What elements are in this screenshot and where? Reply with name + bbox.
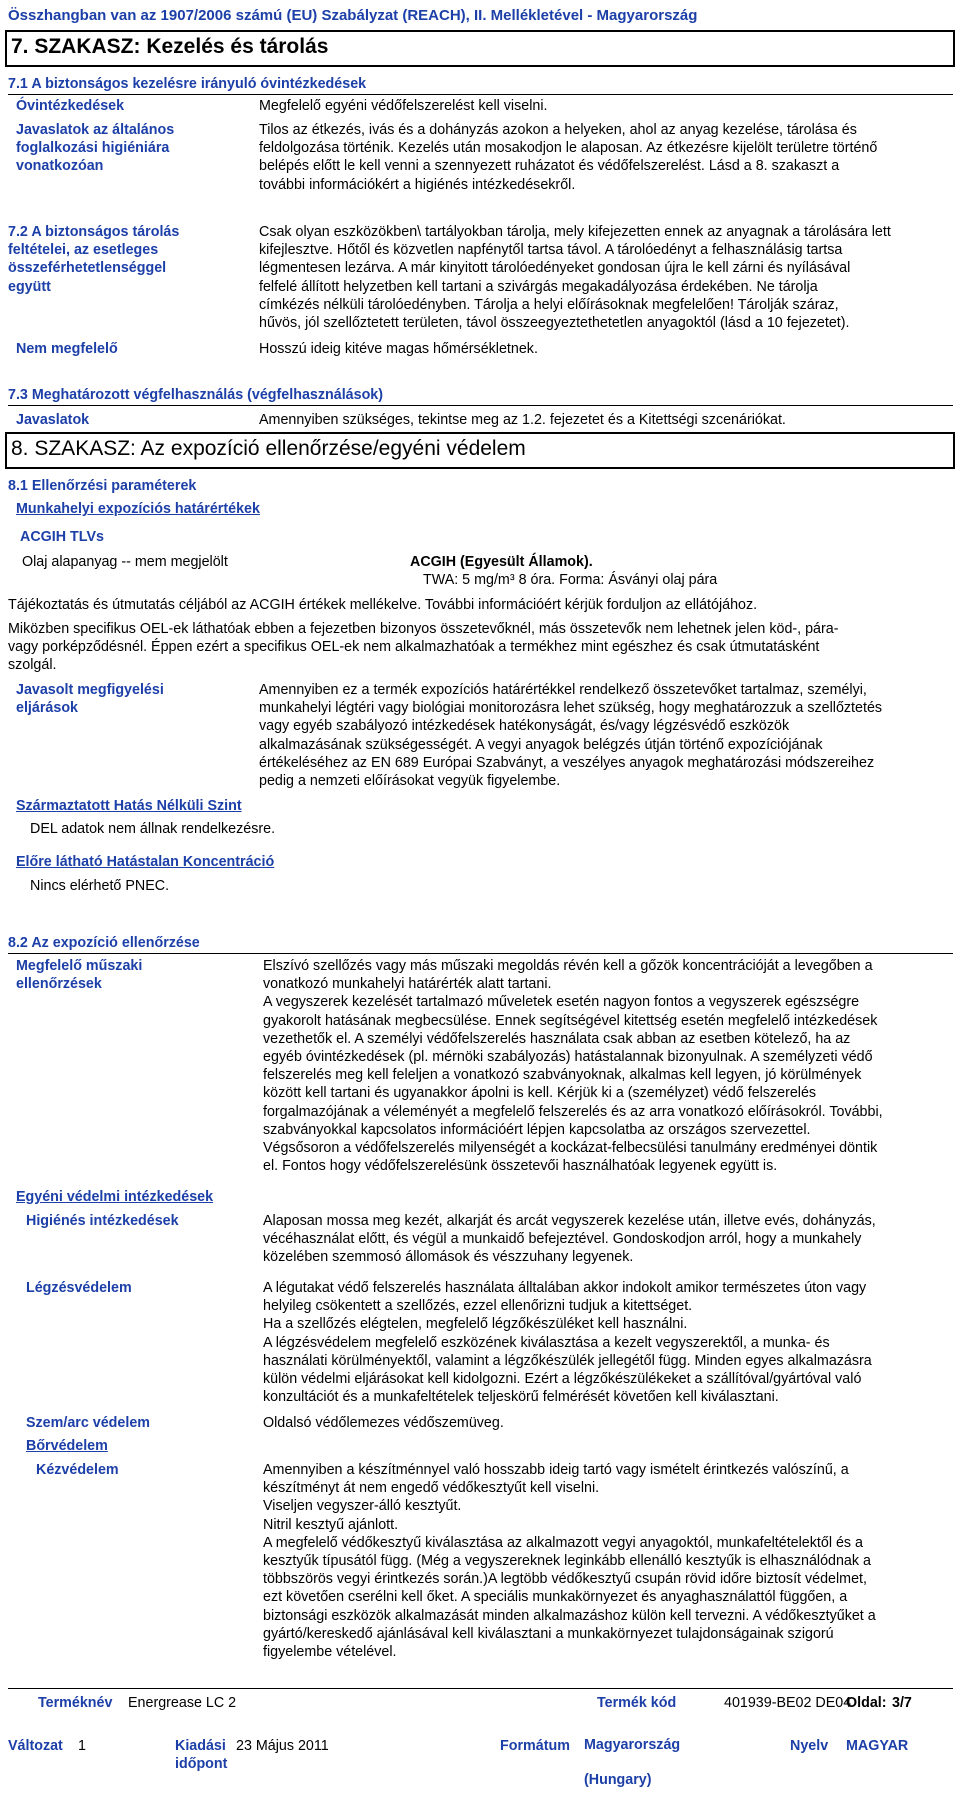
javasolt-text: Amennyiben ez a termék expozíciós határértékkel rendelkező összetevőket tartalmaz, személyi, munkahelyi légtéri vagy biológiai monitorozásra lehet szükség, hogy meghatározzuk a szellőztetés vagy egyéb szabályozó intézkedések hatékonyságát, és/vagy légzésvédő eszközök alkalmazásának szükségességét. A vegyi anyagok belégzés útján történő expozíciójának értékeléséhez az EN 689 Európai Szabványt, a veszélyes anyagok meghatározási módszereihez pedig a nemzeti előírásokat vegyük figyelembe.	[259, 682, 883, 790]
higiene-text: Tilos az étkezés, ivás és a dohányzás azokon a helyeken, ahol az anyag kezelése, tárolása és feldolgozása történik. Kezelés után mosakodjon le alaposan. Az étkezésre kijelölt területre történő belépés előtt le kell venni a szennyezett ruházatot és védőfelszerelést. Lásd a 8. szakaszt a további információkért a higiénés intézkedésekről.	[259, 122, 878, 193]
nem-megfelelo-label: Nem megfelelő	[16, 341, 118, 357]
javaslatok-label: Javaslatok	[16, 412, 90, 428]
muszaki-label: Megfelelő műszaki ellenőrzések	[16, 958, 143, 993]
page-label: Oldal:	[846, 1695, 887, 1711]
language-label: Nyelv	[790, 1738, 829, 1754]
divider	[8, 94, 953, 95]
format-value: Magyarország (Hungary)	[584, 1737, 681, 1788]
format-label: Formátum	[500, 1738, 570, 1754]
javaslatok-text: Amennyiben szükséges, tekintse meg az 1.2. fejezetet és a Kitettségi szcenáriókat.	[259, 412, 786, 428]
footer-divider	[8, 1688, 953, 1689]
bor-label: Bőrvédelem	[26, 1438, 108, 1454]
ovintezkedesek-label: Óvintézkedések	[16, 98, 125, 114]
product-code-label: Termék kód	[597, 1695, 677, 1711]
section7-title-box	[5, 30, 955, 67]
acgih-tlvs: ACGIH TLVs	[20, 529, 104, 545]
section8-title: 8. SZAKASZ: Az expozíció ellenőrzése/egyéni védelem	[11, 437, 526, 460]
divider	[8, 405, 953, 406]
mikozben-text: Miközben specifikus OEL-ek láthatóak ebben a fejezetben bizonyos összetevőknél, más összetevők nem lehetnek jelen köd-, pára- vagy porképződésnél. Éppen ezért a specifikus OEL-ek nem alkalmazhatóak a termékhez mint egészhez és csak útmutatásként szolgál.	[8, 621, 839, 674]
legzes-label: Légzésvédelem	[26, 1280, 132, 1296]
page-value: 3/7	[892, 1695, 912, 1711]
version-label: Változat	[8, 1738, 63, 1754]
section81-title: 8.1 Ellenőrzési paraméterek	[8, 478, 197, 494]
section8-title-box	[5, 432, 955, 469]
section73-title: 7.3 Meghatározott végfelhasználás (végfelhasználások)	[8, 387, 384, 403]
olaj-label: Olaj alapanyag -- mem megjelölt	[22, 554, 228, 570]
product-code: 401939-BE02 DE04	[724, 1695, 852, 1711]
section82-title: 8.2 Az expozíció ellenőrzése	[8, 935, 200, 951]
issue-label: Kiadási időpont	[175, 1738, 228, 1773]
language-value: MAGYAR	[846, 1738, 909, 1754]
higienes-text: Alaposan mossa meg kezét, alkarját és arcát vegyszerek kezelése után, illetve evés, dohányzás, vécéhasználat előtt, és végül a munkaidő befejeztével. Gondoskodjon arról, hogy a munkahely közelében szemmosó állomások és vészzuhany legyenek.	[263, 1213, 876, 1266]
version-value: 1	[78, 1738, 86, 1754]
product-name: Energrease LC 2	[128, 1695, 237, 1711]
dnel-title: Származtatott Hatás Nélküli Szint	[16, 798, 242, 814]
acgih-region: ACGIH (Egyesült Államok).	[410, 554, 593, 570]
szem-label: Szem/arc védelem	[26, 1415, 150, 1431]
section72-text: Csak olyan eszközökben\ tartályokban tárolja, mely kifejezetten ennek az anyagnak a tárolására lett kifejlesztve. Hőtől és közvetlen napfénytől tartsa távol. A tárolóedényt a felhasználásig tartsa légmentesen lezárva. A már kinyitott tárolóedényeket gondosan újra le kell zárni és nyílásával felfelé állított helyzetben kell tartani a szivárgás megakadályozása érdekében. Ne tárolja címkézés nélküli tárolóedényben. Tárolja a helyi előírásoknak megfelelően! Tárolják száraz, hűvös, jól szellőztetett területen, távol összeegyeztethetetlen anyagoktól (lásd a 10 fejezetet).	[259, 224, 891, 332]
twa-text: TWA: 5 mg/m³ 8 óra. Forma: Ásványi olaj pára	[423, 572, 718, 588]
section71-title: 7.1 A biztonságos kezelésre irányuló óvintézkedések	[8, 76, 367, 92]
section72-label: 7.2 A biztonságos tárolás feltételei, az esetleges összeférhetetlenséggel együtt	[8, 224, 180, 295]
nem-megfelelo-text: Hosszú ideig kitéve magas hőmérsékletnek.	[259, 341, 538, 357]
regulation-header: Összhangban van az 1907/2006 számú (EU) Szabályzat (REACH), II. Mellékletével - Magyarország	[8, 7, 698, 24]
muszaki-text: Elszívó szellőzés vagy más műszaki megoldás révén kell a gőzök koncentrációját a levegőben a vonatkozó munkahelyi határérték alatt tartani. A vegyszerek kezelését tartalmazó műveletek esetén nagyon fontos a vegyszerek egészségre gyakorolt hatásának megbecsülése. Ennek segítségével kitettség esetén megfelelő intézkedések vezethetők el. A személyi védőfelszerelés használata csak abban az esetben kötelező, ha az egyéb óvintézkedések (pl. mérnöki szabályozás) hatástalannak bizonyulnak. A személyzeti védő felszerelés meg kell feleljen a vonatkozó szabványoknak, alkalmas kell legyen, jó körülmények között kell tartani és ugyanakkor ápolni is kell. Kérjük ki a (személyzet) védő felszerelés forgalmazójának a véleményét a megfelelő felszerelés és az arra vonatkozó előírásokról. További, szabványokkal kapcsolatos információért lépjen kapcsolatba az országos szervezettel. Végsősoron a védőfelszerelés milyenségét a kockázat-felbecsülési tanulmány eredményei döntik el. Fontos hogy védőfelszerelésünk összetevői használhatóak legyenek együtt is.	[263, 958, 883, 1175]
egyeni-vedelmi-title: Egyéni védelmi intézkedések	[16, 1189, 214, 1205]
munkahelyi-title: Munkahelyi expozíciós határértékek	[16, 501, 260, 517]
product-name-label: Terméknév	[38, 1695, 113, 1711]
pnec-text: Nincs elérhető PNEC.	[30, 878, 170, 894]
higienes-label: Higiénés intézkedések	[26, 1213, 179, 1229]
issue-value: 23 Május 2011	[236, 1738, 329, 1754]
dnel-text: DEL adatok nem állnak rendelkezésre.	[30, 821, 276, 837]
javasolt-label: Javasolt megfigyelési eljárások	[16, 682, 164, 717]
legzes-text: A légutakat védő felszerelés használata álltalában akkor indokolt amikor természetes úton vagy helyileg csökentett a szellőzés, ezzel ellenőrizni tudjuk a kitettséget. Ha a szellőzés elégtelen, megfelelő légzőkészüléket kell használni. A légzésvédelem megfelelő eszközének kiválasztása a kezelt vegyszerektől, a munka- és használati körülményektől, valamint a légzőkészülék jellegétől függ. Minden egyes alkalmazásra külön védelmi eljárásokat kell kidolgozni. Ezért a légzőkészülékeket a szállítóval/gyártóval való konzultációt és a munkafeltételek teljeskörű felmérését követően kell kiválasztani.	[263, 1280, 872, 1406]
ovintezkedesek-text: Megfelelő egyéni védőfelszerelést kell viselni.	[259, 98, 548, 114]
higiene-label: Javaslatok az általános foglalkozási higiéniára vonatkozóan	[16, 122, 175, 175]
kez-text: Amennyiben a készítménnyel való hosszabb ideig tartó vagy ismételt érintkezés valószínű, a készítményt át nem engedő védőkesztyűt kell viselni. Viseljen vegyszer-álló kesztyűt. Nitril kesztyű ajánlott. A megfelelő védőkesztyű kiválasztása az alkalmazott vegyi anyagoktól, munkafeltételektől és a kesztyűk típusától függ. (Még a vegyszereknek leginkább ellenálló kesztyűk is elhasználódnak a többszörös vegyi érintkezés során.)A legtöbb védőkesztyű csupán rövid időre biztosít védelmet, ezt követően cserélni kell őket. A speciális munkakörnyezet és anyaghasználattól függően, a biztonsági eszközök alkalmazását minden alkalmazáshoz külön kell tervezni. A védőkesztyűket a gyártó/kereskedő ajánlásával kell kiválasztani a munkakörnyezet tulajdonságainak szigorú figyelembe vételével.	[263, 1462, 876, 1661]
szem-text: Oldalsó védőlemezes védőszemüveg.	[263, 1415, 504, 1431]
pnec-title: Előre látható Hatástalan Koncentráció	[16, 854, 275, 870]
section7-title: 7. SZAKASZ: Kezelés és tárolás	[11, 35, 329, 58]
tajekoztatas-text: Tájékoztatás és útmutatás céljából az ACGIH értékek mellékelve. További információért kérjük forduljon az ellátójához.	[8, 597, 758, 613]
kez-label: Kézvédelem	[36, 1462, 119, 1478]
divider	[8, 953, 953, 954]
